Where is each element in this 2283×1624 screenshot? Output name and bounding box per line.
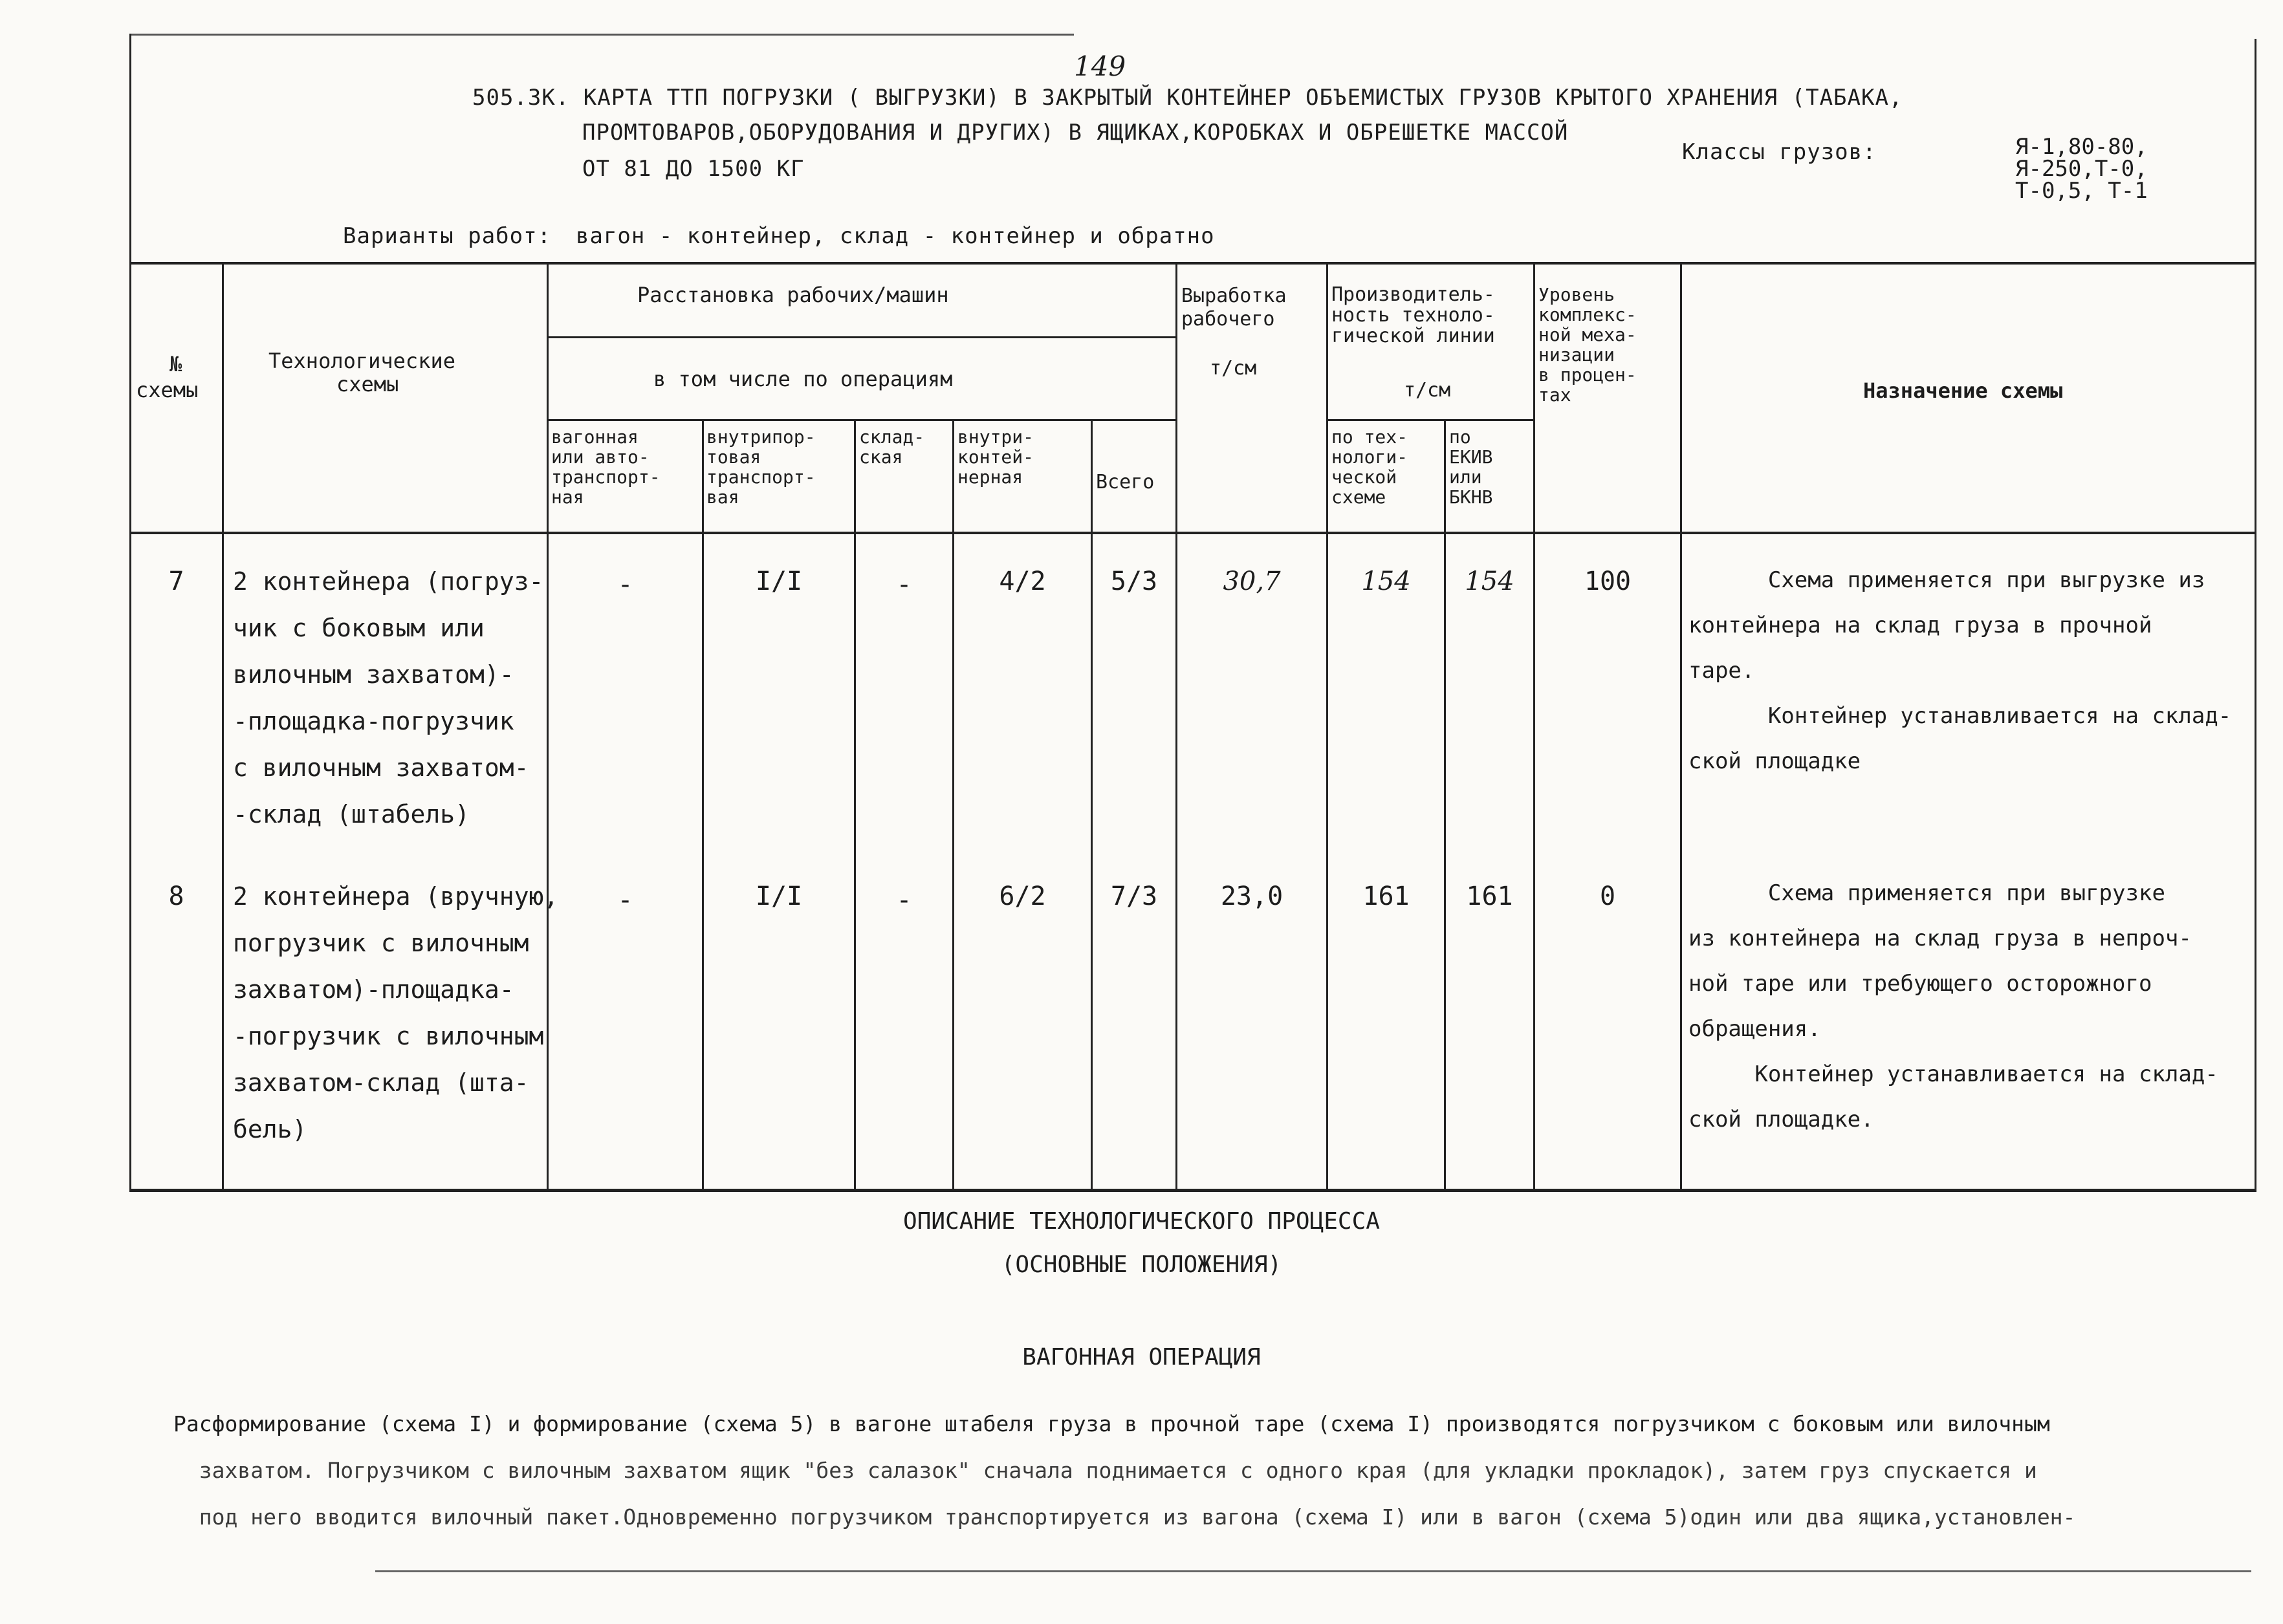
th-productivity-1: Производитель- — [1331, 283, 1495, 306]
th-wagon-4: ная — [551, 486, 584, 508]
purpose-line: ской площадке — [1688, 748, 1861, 774]
th-intra-port-3: транспорт- — [706, 466, 816, 488]
table-top-border — [129, 262, 2256, 265]
paragraph-line: захватом. Погрузчиком с вилочным захватом ящик "без салазок" сначала поднимается с одного края (для укладки прокладок), затем груз спускается и — [173, 1458, 2037, 1483]
th-output-1: Выработка — [1181, 285, 1287, 307]
top-scan-line — [129, 34, 1074, 36]
description-title: ОПИСАНИЕ ТЕХНОЛОГИЧЕСКОГО ПРОЦЕССА — [903, 1208, 1380, 1235]
intra-port-value: I/I — [755, 567, 803, 596]
th-productivity-unit: т/см — [1404, 379, 1451, 402]
paragraph-line: под него вводится вилочный пакет.Одновременно погрузчиком транспортируется из вагона (схема I) или в вагон (схема 5)один или два ящика,установлен- — [173, 1504, 2076, 1530]
th-by-ekiv-4: БКНВ — [1449, 486, 1493, 508]
header-bottom-border — [129, 532, 2256, 534]
purpose-line: из контейнера на склад груза в непроч- — [1688, 926, 2192, 951]
mechanization-value: 100 — [1584, 567, 1632, 596]
scheme-line: бель) — [233, 1115, 307, 1143]
th-mechanization-6: тах — [1538, 384, 1571, 406]
by-scheme-value: 154 — [1361, 567, 1411, 596]
th-output-unit: т/см — [1210, 357, 1257, 380]
th-by-ekiv-3: или — [1449, 466, 1482, 488]
by-ekiv-value: 154 — [1465, 567, 1514, 596]
row-number: 7 — [168, 567, 184, 596]
col-line-6 — [1091, 419, 1093, 1190]
col-line-10 — [1533, 262, 1535, 1190]
scheme-line: 2 контейнера (вручную, — [233, 882, 559, 911]
col-line-9 — [1444, 419, 1446, 1190]
intra-container-value: 4/2 — [999, 567, 1046, 596]
document-title-line-2: ПРОМТОВАРОВ,ОБОРУДОВАНИЯ И ДРУГИХ) В ЯЩИКАХ,КОРОБКАХ И ОБРЕШЕТКЕ МАССОЙ — [582, 120, 1569, 146]
th-purpose: Назначение схемы — [1863, 378, 2063, 403]
col-line-7 — [1175, 262, 1177, 1190]
th-by-scheme-4: схеме — [1331, 486, 1386, 508]
th-intra-port-1: внутрипор- — [706, 426, 816, 448]
intra-container-value: 6/2 — [999, 882, 1046, 911]
scheme-line: -площадка-погрузчик — [233, 707, 514, 735]
th-wagon-2: или авто- — [551, 446, 650, 468]
th-mechanization-1: Уровень — [1538, 284, 1615, 305]
purpose-line: таре. — [1688, 658, 1755, 684]
th-wagon-3: транспорт- — [551, 466, 661, 488]
purpose-line: контейнера на склад груза в прочной — [1688, 612, 2152, 638]
th-mechanization-5: в процен- — [1538, 364, 1637, 385]
th-productivity-3: гической линии — [1331, 325, 1495, 347]
wagon-value: - — [617, 885, 633, 915]
th-wagon-1: вагонная — [551, 426, 639, 448]
col-line-12 — [2255, 262, 2256, 1190]
th-by-ekiv-1: по — [1449, 426, 1471, 448]
section-heading: ВАГОННАЯ ОПЕРАЦИЯ — [1022, 1344, 1261, 1370]
col-line-3 — [702, 419, 704, 1190]
document-title-line-3: ОТ 81 ДО 1500 КГ — [582, 156, 805, 182]
cargo-classes-value-1: Я-1,80-80, — [2015, 134, 2148, 160]
th-intra-container-1: внутри- — [957, 426, 1034, 448]
th-by-scheme-2: нологи- — [1331, 446, 1408, 468]
paragraph-line: Расформирование (схема I) и формирование (схема 5) в вагоне штабеля груза в прочной таре (схема I) производятся погрузчиком с боковым или вилочным — [173, 1411, 2050, 1436]
purpose-line: ной таре или требующего осторожного — [1688, 971, 2152, 997]
scheme-line: 2 контейнера (погруз- — [233, 567, 544, 596]
header-divider-productivity — [1326, 419, 1533, 421]
col-line-8 — [1326, 262, 1328, 1190]
th-warehouse-1: склад- — [859, 426, 925, 448]
th-mechanization-2: комплекс- — [1538, 304, 1637, 325]
th-tech-schemes-1: Технологические — [268, 349, 455, 373]
th-by-scheme-1: по тех- — [1331, 426, 1408, 448]
by-scheme-value: 161 — [1362, 882, 1410, 911]
work-variants-value: вагон - контейнер, склад - контейнер и обратно — [576, 223, 1215, 249]
purpose-line: Схема применяется при выгрузке из — [1688, 567, 2205, 593]
th-mechanization-4: низации — [1538, 344, 1615, 365]
scheme-line: вилочным захватом)- — [233, 660, 514, 689]
purpose-line: Контейнер устанавливается на склад- — [1688, 703, 2232, 729]
th-scheme-no-1: № — [169, 352, 182, 376]
th-intra-container-2: контей- — [957, 446, 1034, 468]
scheme-line: с вилочным захватом- — [233, 753, 529, 782]
th-by-ekiv-2: ЕКИВ — [1449, 446, 1493, 468]
th-productivity-2: ность техноло- — [1331, 304, 1495, 327]
work-variants-label: Варианты работ: — [343, 223, 552, 249]
purpose-line: обращения. — [1688, 1016, 1821, 1042]
cargo-classes-value-3: Т-0,5, Т-1 — [2015, 178, 2148, 204]
scheme-line: погрузчик с вилочным — [233, 929, 529, 957]
output-value: 23,0 — [1220, 882, 1284, 911]
col-line-0 — [129, 262, 131, 1190]
cargo-classes-value-2: Я-250,Т-0, — [2015, 156, 2148, 182]
th-intra-container-3: нерная — [957, 466, 1023, 488]
col-line-1 — [222, 262, 224, 1190]
table-bottom-border — [129, 1189, 2256, 1192]
col-line-5 — [952, 419, 954, 1190]
th-placement: Расстановка рабочих/машин — [637, 283, 949, 307]
output-value: 30,7 — [1223, 567, 1281, 596]
scheme-line: чик с боковым или — [233, 614, 485, 642]
by-ekiv-value: 161 — [1466, 882, 1513, 911]
warehouse-value: - — [896, 885, 912, 915]
th-tech-schemes-2: схемы — [336, 372, 399, 396]
cargo-classes-label: Классы грузов: — [1682, 139, 1877, 165]
purpose-line: Схема применяется при выгрузке — [1688, 880, 2165, 906]
th-by-scheme-3: ческой — [1331, 466, 1397, 488]
col-line-11 — [1680, 262, 1682, 1190]
scheme-line: захватом-склад (шта- — [233, 1068, 529, 1097]
scheme-line: -склад (штабель) — [233, 800, 470, 828]
scheme-line: захватом)-площадка- — [233, 975, 514, 1004]
total-value: 7/3 — [1110, 882, 1158, 911]
wagon-value: - — [617, 570, 633, 600]
th-mechanization-3: ной меха- — [1538, 324, 1637, 345]
header-divider-placement — [547, 336, 1175, 338]
purpose-line: Контейнер устанавливается на склад- — [1688, 1061, 2218, 1087]
warehouse-value: - — [896, 570, 912, 600]
mechanization-value: 0 — [1599, 882, 1616, 911]
th-intra-port-4: вая — [706, 486, 739, 508]
th-warehouse-2: ская — [859, 446, 903, 468]
th-intra-port-2: товая — [706, 446, 761, 468]
page-number: 149 — [1074, 50, 1126, 82]
col-line-2 — [547, 262, 549, 1190]
th-scheme-no-2: схемы — [136, 378, 199, 402]
th-output-2: рабочего — [1181, 308, 1275, 330]
purpose-line: ской площадке. — [1688, 1107, 1874, 1132]
intra-port-value: I/I — [755, 882, 803, 911]
scheme-line: -погрузчик с вилочным — [233, 1022, 544, 1050]
th-by-operations: в том числе по операциям — [653, 367, 953, 391]
header-divider-operations — [547, 419, 1175, 421]
document-title-line-1: 505.ЗК. КАРТА ТТП ПОГРУЗКИ ( ВЫГРУЗКИ) В ЗАКРЫТЫЙ КОНТЕЙНЕР ОБЪЕМИСТЫХ ГРУЗОВ КРЫТОГО ХРАНЕНИЯ (ТАБАКА, — [472, 85, 1903, 111]
description-subtitle: (ОСНОВНЫЕ ПОЛОЖЕНИЯ) — [1001, 1251, 1282, 1278]
row-number: 8 — [168, 882, 184, 911]
bottom-scan-line — [375, 1570, 2251, 1572]
col-line-4 — [854, 419, 856, 1190]
th-total: Всего — [1096, 471, 1155, 493]
total-value: 5/3 — [1110, 567, 1158, 596]
